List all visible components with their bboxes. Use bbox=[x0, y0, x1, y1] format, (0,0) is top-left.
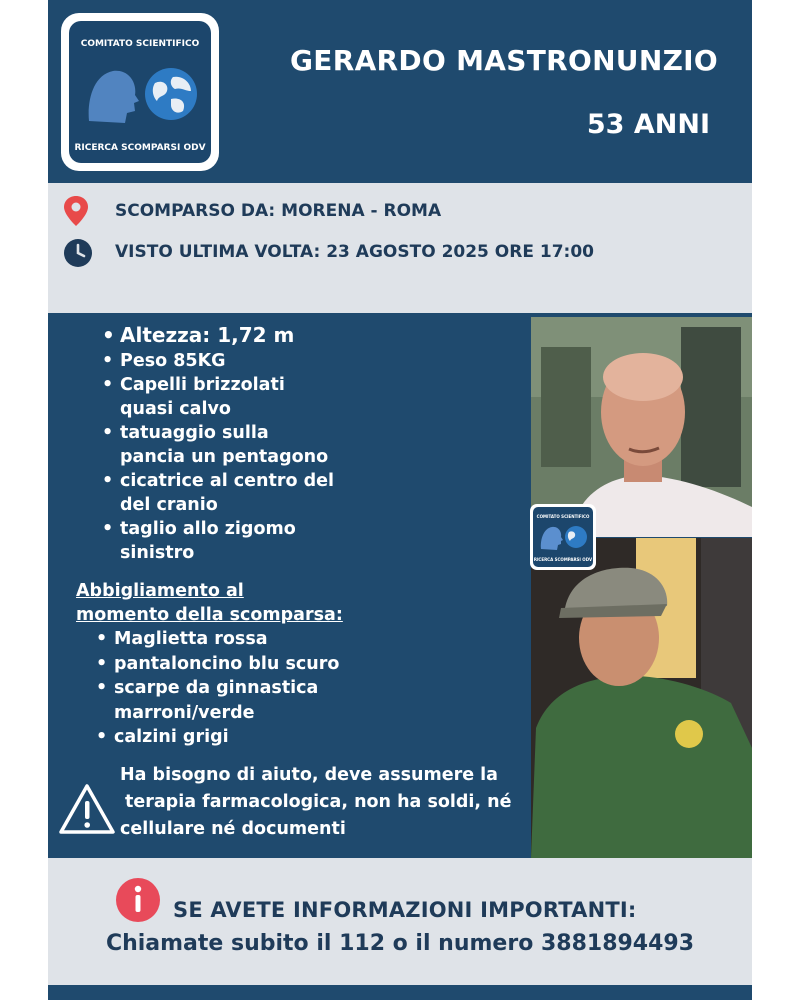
person-age: 53 ANNI bbox=[586, 109, 710, 140]
header bbox=[48, 0, 752, 183]
contact-section bbox=[48, 858, 752, 985]
missing-person-poster bbox=[48, 0, 752, 1000]
feature-tattoo: • tatuaggio sulla pancia un pentagono bbox=[100, 421, 334, 469]
feature-scar: • cicatrice al centro del del cranio bbox=[100, 469, 334, 517]
clothing-item: • pantaloncino blu scuro bbox=[94, 652, 339, 677]
contact-phone-text: Chiamate subito il 112 o il numero 3881894493 bbox=[105, 931, 695, 956]
organization-logo bbox=[61, 13, 219, 171]
clock-icon bbox=[64, 239, 92, 267]
head-globe-icon bbox=[79, 61, 201, 127]
contact-heading: SE AVETE INFORMAZIONI IMPORTANTI: bbox=[173, 898, 637, 922]
feature-cheek: • taglio allo zigomo sinistro bbox=[100, 517, 334, 565]
logo-bottom-text: RICERCA SCOMPARSI ODV bbox=[74, 143, 206, 153]
alert-info-icon bbox=[116, 878, 160, 922]
footer-bar bbox=[48, 985, 752, 1000]
missing-from-text: SCOMPARSO DA: MORENA - ROMA bbox=[115, 201, 442, 221]
feature-hair: • Capelli brizzolati quasi calvo bbox=[100, 373, 334, 421]
last-seen-text: VISTO ULTIMA VOLTA: 23 AGOSTO 2025 ORE 17:00 bbox=[115, 242, 594, 262]
clothing-list bbox=[94, 627, 339, 750]
logo-top-text: COMITATO SCIENTIFICO bbox=[80, 39, 200, 49]
physical-features-list bbox=[100, 321, 334, 565]
person-name: GERARDO MASTRONUNZIO bbox=[290, 44, 718, 77]
clothing-heading: Abbigliamento al momento della scomparsa: bbox=[76, 581, 343, 625]
warning-icon bbox=[58, 783, 116, 835]
clothing-item: • scarpe da ginnastica marroni/verde bbox=[94, 676, 339, 725]
person-photo-2 bbox=[531, 538, 752, 858]
location-pin-icon bbox=[64, 196, 88, 226]
description-section bbox=[48, 313, 752, 858]
feature-height: • Altezza: 1,72 m bbox=[100, 321, 334, 349]
watermark-logo: COMITATO SCIENTIFICO RICERCA SCOMPARSI ODV bbox=[530, 504, 596, 570]
feature-weight: • Peso 85KG bbox=[100, 349, 334, 373]
warning-text: Ha bisogno di aiuto, deve assumere la terapia farmacologica, non ha soldi, né cellulare né documenti bbox=[120, 765, 512, 839]
clothing-item: • calzini grigi bbox=[94, 725, 339, 750]
clothing-item: • Maglietta rossa bbox=[94, 627, 339, 652]
disappearance-info bbox=[48, 183, 752, 313]
